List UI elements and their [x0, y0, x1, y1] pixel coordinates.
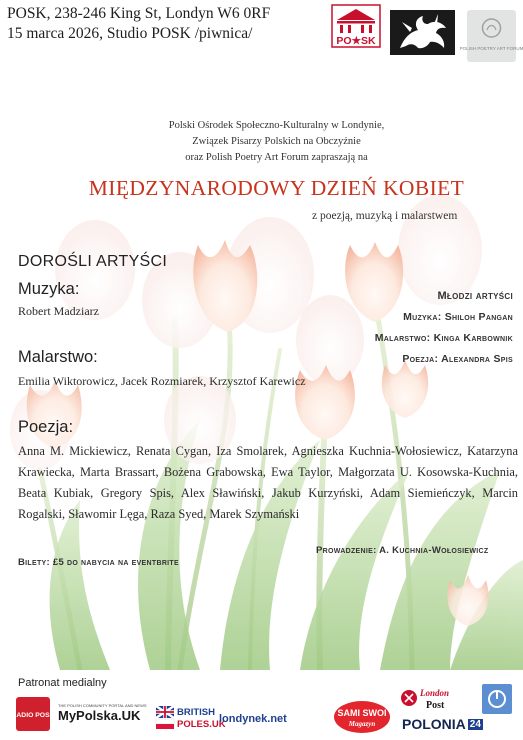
polish-poetry-art-forum-logo [459, 10, 523, 62]
young-artists-heading: Młodzi artyści [437, 290, 513, 302]
event-host: Prowadzenie: A. Kuchnia-Wołosiewicz [316, 545, 489, 556]
british-poles-line2: POLES.UK [177, 719, 226, 730]
polonia-number: 24 [469, 719, 481, 730]
address-line: POSK, 238-246 King St, Londyn W6 0RF [7, 5, 271, 22]
event-subtitle: z poezją, muzyką i malarstwem [312, 210, 458, 222]
londynek-logo: londynek.net [219, 713, 287, 725]
intro-line-2: Związek Pisarzy Polskich na Obczyźnie [192, 136, 361, 147]
event-location [7, 4, 270, 44]
posk-logo [331, 4, 381, 48]
mypolska-name: MyPolska.UK [58, 708, 141, 723]
young-painting: Malarstwo: Kinga Karbownik [374, 332, 513, 344]
mypolska-logo [58, 703, 150, 723]
poetry-forum-logo-text: POLISH POETRY ART FORUM [459, 46, 523, 51]
date-line: 15 marca 2026, Studio POSK /piwnica/ [7, 25, 253, 42]
polonia-name: POLONIA [402, 716, 466, 732]
sami-swoi-line1: SAMI SWOI [337, 708, 387, 718]
young-music: Muzyka: Shiloh Pangan [403, 311, 513, 323]
sami-swoi-logo [333, 700, 391, 739]
london-post-logo [400, 684, 450, 719]
mypolska-tagline: THE POLISH COMMUNITY PORTAL AND NEWS [58, 703, 147, 708]
writers-union-dragon-logo [390, 10, 455, 55]
adult-artists-heading: DOROŚLI ARTYŚCI [18, 253, 168, 270]
adult-painting-label: Malarstwo: [18, 348, 98, 366]
intro-line-1: Polski Ośrodek Społeczno-Kulturalny w Londynie, [168, 120, 385, 131]
posk-logo-text: PO★SK [336, 35, 376, 47]
london-post-line2: Post [426, 700, 445, 711]
sami-swoi-line2: Magazyn [348, 720, 376, 728]
london-post-line1: London [420, 688, 450, 698]
young-poetry: Poezja: Alexandra Spis [402, 353, 513, 365]
polonia-24-logo [402, 716, 483, 732]
radio-posk-logo-text: RADIO POSK [11, 712, 55, 719]
adult-poetry-names: Anna M. Mickiewicz, Renata Cygan, Iza Smolarek, Agnieszka Kuchnia-Wołosiewicz, Katarzyna Krawiecka, Marta Brassart, Bożena Grabowska, Ewa Taylor, Małgorzata U. Kosowska-Kuchnia, Beata Kubiak, Gregory Spis, Alex Sławiński, Jakub Kurzyński, Adam Siemieńczyk, Marcin Rogalski, Sławomir Lęga, Raza Syed, Marek Szymański [18, 444, 518, 521]
intro-line-3: oraz Polish Poetry Art Forum zapraszają na [185, 152, 368, 163]
british-poles-logo [156, 704, 226, 735]
adult-painting-names: Emilia Wiktorowicz, Jacek Rozmiarek, Krzysztof Karewicz [18, 374, 306, 388]
polonia-24-badge [482, 684, 512, 714]
adult-poetry-label: Poezja: [18, 418, 74, 436]
radio-posk-logo [11, 697, 55, 736]
adult-music-label: Muzyka: [18, 280, 80, 298]
british-poles-line1: BRITISH [177, 707, 215, 718]
media-patronage-label: Patronat medialny [18, 677, 107, 689]
event-title: MIĘDZYNARODOWY DZIEŃ KOBIET [88, 176, 465, 200]
adult-music-names: Robert Madziarz [18, 304, 99, 318]
intro-organizers [0, 118, 523, 166]
tickets-info: Bilety: £5 do nabycia na eventbrite [18, 557, 179, 568]
